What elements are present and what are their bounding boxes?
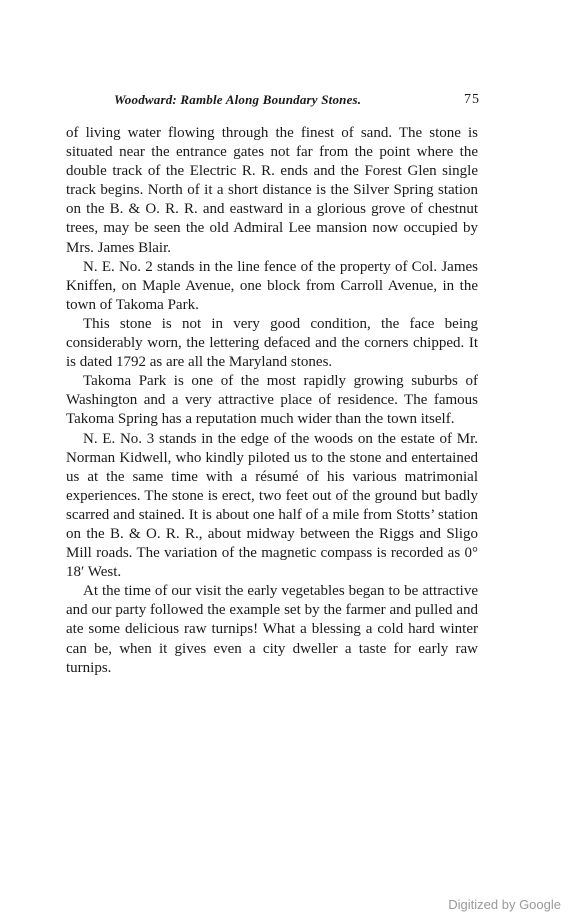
digitized-watermark: Digitized by Google <box>448 897 561 912</box>
paragraph-takoma-park: Takoma Park is one of the most rapidly growing suburbs of Washington and a very attractive place of residence. The famous Takoma Spring has a reputation much wider than the town itself. <box>66 373 478 428</box>
body-text <box>66 124 478 678</box>
page-number: 75 <box>464 92 480 107</box>
paragraph-continuation: of living water flowing through the finest of sand. The stone is situated near the entrance gates not far from the point where the double track of the Electric R. R. ends and the Forest Glen single track begins. North of it a short distance is the Silver Spring station on the B. & O. R. R. and eastward in a glorious grove of chestnut trees, may be seen the old Admiral Lee mansion now occupied by Mrs. James Blair. <box>66 125 478 256</box>
paragraph-ne-no-3: N. E. No. 3 stands in the edge of the woods on the estate of Mr. Norman Kidwell, who kindly piloted us to the stone and entertained us at the same time with a résumé of his various matrimonial experiences. The stone is erect, two feet out of the ground but badly scarred and stained. It is about one half of a mile from Stotts’ station on the B. & O. R. R., about midway between the Riggs and Sligo Mill roads. The variation of the magnetic compass is recorded as 0° 18′ West. <box>66 430 478 581</box>
running-title: Woodward: Ramble Along Boundary Stones. <box>114 92 362 107</box>
paragraph-ne-no-2: N. E. No. 2 stands in the line fence of the property of Col. James Kniffen, on Maple Avenue, one block from Carroll Avenue, in the town of Takoma Park. <box>66 258 478 313</box>
paragraph-stone-condition: This stone is not in very good condition, the face being considerably worn, the lettering defaced and the corners chipped. It is dated 1792 as are all the Maryland stones. <box>66 315 478 371</box>
running-header <box>60 92 480 114</box>
paragraph-turnips: At the time of our visit the early vegetables began to be attractive and our party followed the example set by the farmer and pulled and ate some delicious raw turnips! What a blessing a cold hard winter can be, when it gives even a city dweller a taste for early raw turnips. <box>66 583 478 676</box>
